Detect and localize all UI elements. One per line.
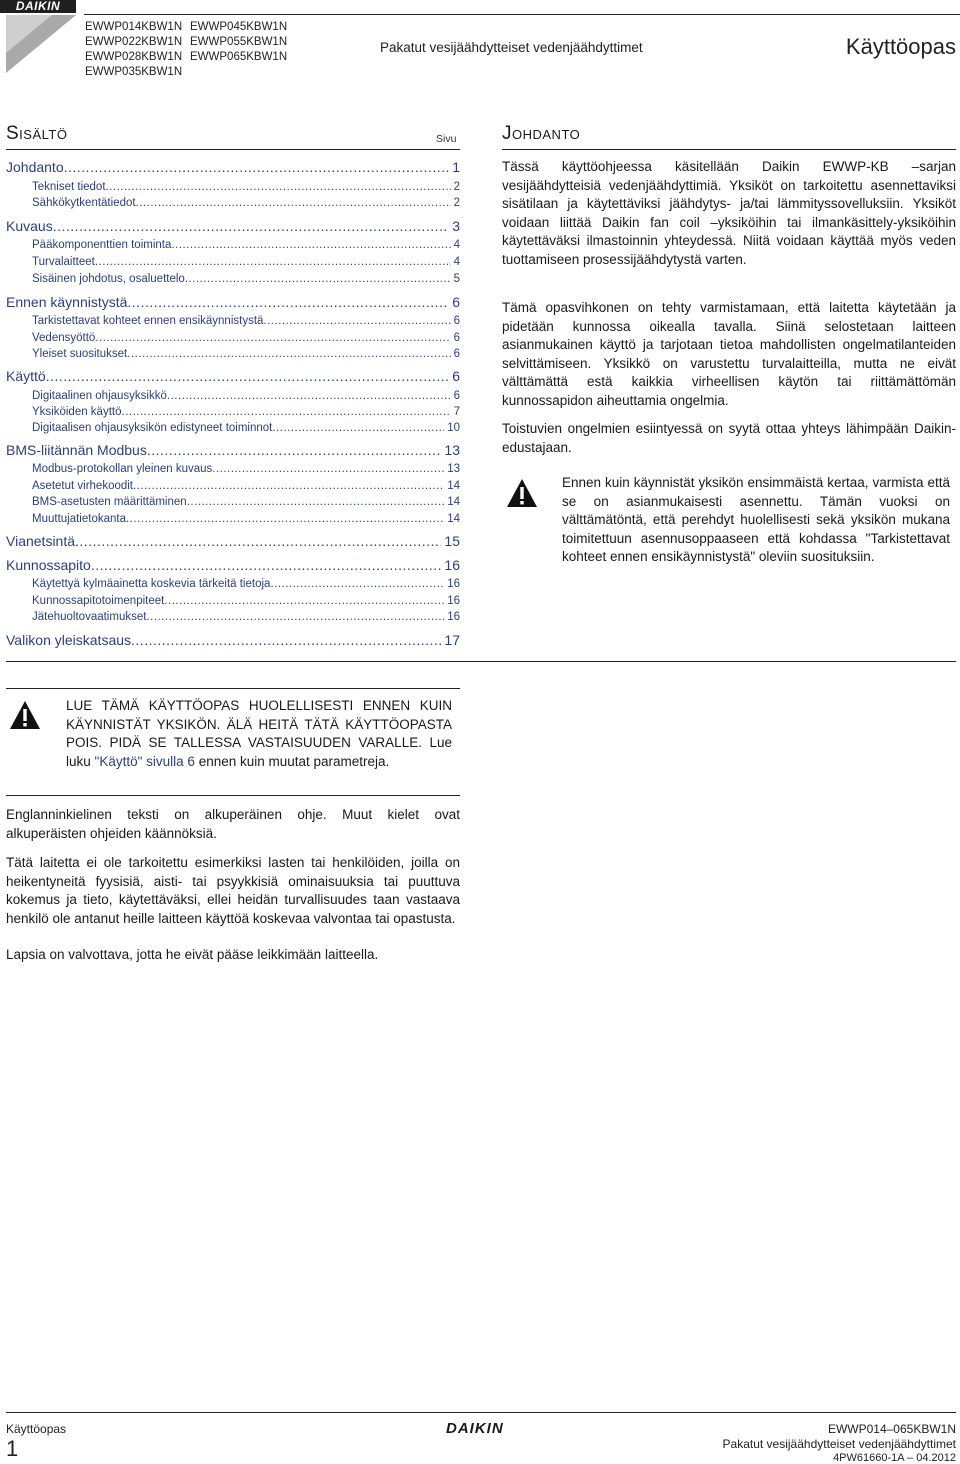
toc-entry-label: Vedensyöttö — [32, 332, 96, 344]
toc-entry-label: BMS-liitännän Modbus — [6, 442, 147, 458]
toc-entry-page: 4 — [453, 239, 460, 251]
toc-entry-label: Käyttö — [6, 368, 46, 384]
footer-models: EWWP014–065KBW1N — [827, 1422, 956, 1436]
toc-entry-page: 16 — [447, 595, 460, 607]
model-code: EWWP035KBW1N — [85, 66, 183, 78]
toc-entry-page: 13 — [444, 442, 460, 458]
toc-entry-label: Modbus-protokollan yleinen kuvaus — [32, 463, 213, 475]
toc-entry[interactable] — [6, 406, 460, 418]
toc-entry-page: 6 — [453, 390, 460, 402]
toc-entry-page: 16 — [447, 578, 460, 590]
toc-entry[interactable] — [6, 611, 460, 623]
toc-entry-label: Turvalaitteet — [32, 256, 95, 268]
header-rule — [84, 14, 960, 15]
toc-leader-dots — [122, 406, 451, 418]
toc-leader-dots — [185, 273, 451, 285]
toc-entry[interactable] — [6, 632, 460, 648]
toc-entry-label: Pääkomponenttien toiminta — [32, 239, 172, 251]
toc-entry[interactable] — [6, 496, 460, 508]
toc-entry[interactable] — [6, 197, 460, 209]
notice-rule-bottom — [6, 795, 460, 796]
toc-entry-label: Digitaalisen ohjausyksikön edistyneet toiminnot — [32, 422, 273, 434]
toc-entry-label: Valikon yleiskatsaus — [6, 632, 132, 648]
toc-entry[interactable] — [6, 480, 460, 492]
toc-leader-dots — [263, 315, 450, 327]
page-number: 1 — [6, 1436, 19, 1461]
toc-leader-dots — [146, 611, 444, 623]
toc-entry[interactable] — [6, 239, 460, 251]
toc-leader-dots — [131, 632, 441, 648]
notice-text — [66, 697, 452, 771]
toc-entry-page: 3 — [452, 218, 460, 234]
toc-leader-dots — [272, 422, 444, 434]
toc-entry-label: Yleiset suositukset — [32, 348, 128, 360]
toc-entry[interactable] — [6, 256, 460, 268]
toc-entry-label: Yksiköiden käyttö — [32, 406, 122, 418]
toc-entry-page: 6 — [453, 315, 460, 327]
toc-entry[interactable] — [6, 533, 460, 549]
toc-leader-dots — [127, 348, 450, 360]
model-list-2 — [190, 20, 287, 65]
toc-entry-page: 2 — [453, 197, 460, 209]
toc-leader-dots — [127, 294, 449, 310]
toc-entry[interactable] — [6, 595, 460, 607]
toc-entry[interactable] — [6, 513, 460, 525]
footer-doc-code: 4PW61660-1A – 04.2012 — [833, 1452, 956, 1464]
toc-entry[interactable] — [6, 557, 460, 573]
toc-entry-page: 6 — [453, 348, 460, 360]
daikin-logo: DAIKIN — [0, 0, 76, 13]
toc-title: Sisältö — [6, 123, 68, 144]
toc-leader-dots — [164, 595, 444, 607]
document-title: Käyttöopas — [845, 34, 956, 59]
toc-entry-page: 4 — [453, 256, 460, 268]
toc-entry-page: 1 — [452, 159, 460, 175]
toc-entry[interactable] — [6, 368, 460, 384]
header-subtitle: Pakatut vesijäähdytteiset vedenjäähdyttimet — [380, 40, 643, 55]
toc-entry[interactable] — [6, 294, 460, 310]
intro-rule — [502, 149, 956, 150]
toc-leader-dots — [187, 496, 445, 508]
toc-leader-dots — [53, 218, 450, 234]
toc-leader-dots — [171, 239, 450, 251]
notice-link[interactable]: "Käyttö" sivulla 6 — [94, 753, 195, 769]
footer-daikin-logo: DAIKIN — [446, 1420, 504, 1437]
toc-entry-label: Digitaalinen ohjausyksikkö — [32, 390, 167, 402]
toc-entry-page: 16 — [447, 611, 460, 623]
toc-entry[interactable] — [6, 273, 460, 285]
toc-leader-dots — [147, 442, 442, 458]
toc-leader-dots — [270, 578, 444, 590]
toc-leader-dots — [95, 332, 450, 344]
toc-leader-dots — [212, 463, 444, 475]
toc-entry-label: Johdanto — [6, 159, 64, 175]
footer-left-label: Käyttöopas — [6, 1422, 67, 1436]
toc-entry-label: Vianetsintä — [6, 533, 76, 549]
toc-leader-dots — [64, 159, 450, 175]
toc-entry-label: Muuttujatietokanta — [32, 513, 126, 525]
toc-rule — [6, 149, 460, 150]
intro-paragraph-1: Tässä käyttöohjeessa käsitellään Daikin EWWP-KB –sarjan vesijäähdytteisiä vedenjäähdyttimiä. Yksiköt on tarkoitettu asennettaviksi sisätilaan ja käytettäviksi jäähdytys- ja/tai lämmityssovelluksiin. Yksiköt voidaan liittää Daikin fan coil –yksiköihin tai ilmankäsittely-yksiköihin käytettäväksi ilmastoinnin yhteydessä. Niitä voidaan käyttää myös veden tuottamiseen prosessijäähdytystä varten. — [502, 159, 956, 267]
toc-entry[interactable] — [6, 181, 460, 193]
toc-leader-dots — [136, 197, 451, 209]
model-code: EWWP045KBW1N — [190, 21, 288, 33]
body-paragraph-3: Lapsia on valvottava, jotta he eivät pääse leikkimään laitteella. — [6, 947, 379, 962]
model-code: EWWP055KBW1N — [190, 36, 288, 48]
toc-entry-page: 5 — [453, 273, 460, 285]
toc-page-label: Sivu — [436, 133, 457, 145]
toc-entry[interactable] — [6, 463, 460, 475]
logo-triangle-icon — [6, 15, 76, 73]
toc-entry-page: 7 — [453, 406, 460, 418]
toc-entry-page: 14 — [447, 513, 460, 525]
section-rule — [6, 661, 956, 662]
toc-leader-dots — [167, 390, 451, 402]
model-list-1 — [85, 20, 182, 80]
toc-entry-label: Kunnossapitotoimenpiteet — [32, 595, 165, 607]
body-paragraph-2: Tätä laitetta ei ole tarkoitettu esimerkiksi lasten tai henkilöiden, joilla on heikentyneitä fyysisiä, aisti- tai psyykkisiä ominaisuuksia tai puuttuva kokemus ja tieto, käytettäväksi, ellei heidän turvallisuudes taan vastaava henkilö ole antanut heille laitteen käyttöä koskevaa valvontaa tai opastusta. — [6, 855, 460, 926]
intro-paragraph-3: Toistuvien ongelmien esiintyessä on syytä ottaa yhteys lähimpään Daikin-edustajaan. — [502, 421, 956, 455]
toc-leader-dots — [91, 557, 442, 573]
toc-entry-label: Kunnossapito — [6, 557, 91, 573]
model-code: EWWP028KBW1N — [85, 51, 183, 63]
toc-entry-page: 6 — [453, 332, 460, 344]
toc-entry-label: Kuvaus — [6, 218, 53, 234]
intro-paragraph-2: Tämä opasvihkonen on tehty varmistamaan, että laitetta käytetään ja pidetään kunnossa oikealla tavalla. Siinä selostetaan laitteen asianmukainen käyttö ja tarjotaan tietoa mahdollisten ongelmatilanteiden selvittämiseen. Yksikkö on varustettu turvalaitteilla, mutta ne eivät välttämättä estä kaikkia virheellisen käytön tai riittämättömän kunnossapidon aiheuttamia ongelmia. — [502, 300, 956, 408]
intro-title: Johdanto — [502, 123, 581, 144]
toc-leader-dots — [46, 368, 450, 384]
notice-rule-top — [6, 688, 460, 689]
toc-entry-label: Jätehuoltovaatimukset — [32, 611, 147, 623]
footer-subtitle: Pakatut vesijäähdytteiset vedenjäähdyttimet — [722, 1437, 956, 1451]
toc-entry-label: Sähkökytkentätiedot — [32, 197, 136, 209]
toc-entry[interactable] — [6, 315, 460, 327]
toc-entry[interactable] — [6, 422, 460, 434]
toc-entry[interactable] — [6, 332, 460, 344]
toc-entry-page: 2 — [453, 181, 460, 193]
model-code: EWWP065KBW1N — [190, 51, 288, 63]
notice-main: LUE TÄMÄ KÄYTTÖOPAS HUOLELLISESTI ENNEN KUIN KÄYNNISTÄT YKSIKÖN. ÄLÄ HEITÄ TÄTÄ KÄYTTÖOPASTA POIS. PIDÄ SE TALLESSA VASTAISUUDEN VARALLE. Lue luku — [66, 698, 452, 769]
toc-leader-dots — [133, 480, 444, 492]
model-code: EWWP014KBW1N — [85, 21, 183, 33]
toc-entry[interactable] — [6, 348, 460, 360]
toc-entry-page: 10 — [447, 422, 460, 434]
notice-tail: ennen kuin muutat parametreja. — [198, 753, 390, 769]
toc-entry-page: 13 — [447, 463, 460, 475]
toc-entry[interactable] — [6, 159, 460, 175]
body-paragraph-1: Englanninkielinen teksti on alkuperäinen ohje. Muut kielet ovat alkuperäisten ohjeiden käännöksiä. — [6, 807, 460, 841]
toc-entry[interactable] — [6, 442, 460, 458]
toc-entry-page: 15 — [444, 533, 460, 549]
toc-entry-page: 16 — [444, 557, 460, 573]
toc-entry-label: Tarkistettavat kohteet ennen ensikäynnistystä — [32, 315, 264, 327]
toc-leader-dots — [75, 533, 441, 549]
toc-entry[interactable] — [6, 218, 460, 234]
toc-entry[interactable] — [6, 390, 460, 402]
toc-entry-page: 14 — [447, 480, 460, 492]
warning-icon — [9, 700, 41, 730]
toc-leader-dots — [106, 181, 451, 193]
toc-entry-page: 14 — [447, 496, 460, 508]
toc-leader-dots — [95, 256, 451, 268]
model-code: EWWP022KBW1N — [85, 36, 183, 48]
toc-entry-page: 6 — [452, 294, 460, 310]
toc-entry-page: 17 — [444, 632, 460, 648]
toc-entry-label: Käytettyä kylmäainetta koskevia tärkeitä tietoja — [32, 578, 271, 590]
toc-entry[interactable] — [6, 578, 460, 590]
intro-warning-text: Ennen kuin käynnistät yksikön ensimmäistä kertaa, varmista että se on asianmukaisesti asennettu. Tämän vuoksi on välttämätöntä, että perehdyt huolellisesti sekä yksikön mukana toimitettuun asennusoppaaseen että kohdassa "Tarkistettavat kohteet ennen ensikäynnistystä" oleviin suosituksiin. — [562, 475, 950, 564]
toc-entry-label: Sisäinen johdotus, osaluettelo — [32, 273, 185, 285]
toc-entry-label: Tekniset tiedot — [32, 181, 106, 193]
warning-icon — [506, 478, 538, 508]
toc-entry-label: Ennen käynnistystä — [6, 294, 128, 310]
toc-entry-label: Asetetut virhekoodit — [32, 480, 134, 492]
toc-leader-dots — [126, 513, 444, 525]
toc-entry-page: 6 — [452, 368, 460, 384]
footer-rule — [6, 1412, 956, 1413]
toc-entry-label: BMS-asetusten määrittäminen — [32, 496, 187, 508]
